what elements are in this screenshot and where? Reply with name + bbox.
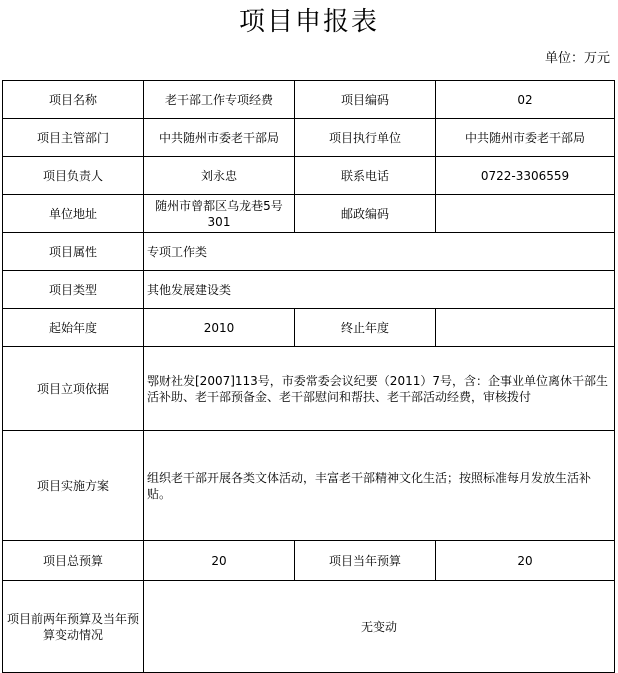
supervising-dept-value: 中共随州市委老干部局 [144, 119, 295, 157]
table-row [3, 347, 615, 431]
table-row [3, 431, 615, 541]
table-row [3, 581, 615, 673]
project-attribute-label: 项目属性 [3, 233, 144, 271]
table-row [3, 541, 615, 581]
project-owner-label: 项目负责人 [3, 157, 144, 195]
phone-value: 0722-3306559 [436, 157, 615, 195]
phone-label: 联系电话 [295, 157, 436, 195]
project-type-label: 项目类型 [3, 271, 144, 309]
table-row [3, 119, 615, 157]
table-row [3, 233, 615, 271]
table-row [3, 271, 615, 309]
basis-value: 鄂财社发[2007]113号，市委常委会议纪要（2011）7号，含：企事业单位离休干部生活补助、老干部预备金、老干部慰问和帮扶、老干部活动经费，审核拨付 [144, 347, 615, 431]
address-value: 随州市曾都区乌龙巷5号301 [144, 195, 295, 233]
project-owner-value: 刘永忠 [144, 157, 295, 195]
project-type-value: 其他发展建设类 [144, 271, 615, 309]
end-year-value [436, 309, 615, 347]
budget-change-value: 无变动 [144, 581, 615, 673]
total-budget-value: 20 [144, 541, 295, 581]
basis-label: 项目立项依据 [3, 347, 144, 431]
project-name-value: 老干部工作专项经费 [144, 81, 295, 119]
project-code-label: 项目编码 [295, 81, 436, 119]
total-budget-label: 项目总预算 [3, 541, 144, 581]
budget-change-label: 项目前两年预算及当年预算变动情况 [3, 581, 144, 673]
current-year-budget-label: 项目当年预算 [295, 541, 436, 581]
start-year-label: 起始年度 [3, 309, 144, 347]
implementation-plan-label: 项目实施方案 [3, 431, 144, 541]
executing-unit-label: 项目执行单位 [295, 119, 436, 157]
table-row [3, 157, 615, 195]
table-row [3, 195, 615, 233]
start-year-value: 2010 [144, 309, 295, 347]
form-table [2, 80, 615, 673]
project-name-label: 项目名称 [3, 81, 144, 119]
table-row [3, 81, 615, 119]
zip-label: 邮政编码 [295, 195, 436, 233]
project-attribute-value: 专项工作类 [144, 233, 615, 271]
current-year-budget-value: 20 [436, 541, 615, 581]
page-title: 项目申报表 [238, 7, 379, 37]
implementation-plan-value: 组织老干部开展各类文体活动，丰富老干部精神文化生活；按照标准每月发放生活补贴。 [144, 431, 615, 541]
table-row [3, 309, 615, 347]
supervising-dept-label: 项目主管部门 [3, 119, 144, 157]
executing-unit-value: 中共随州市委老干部局 [436, 119, 615, 157]
address-label: 单位地址 [3, 195, 144, 233]
zip-value [436, 195, 615, 233]
project-code-value: 02 [436, 81, 615, 119]
unit-label: 单位：万元 [544, 51, 610, 66]
end-year-label: 终止年度 [295, 309, 436, 347]
